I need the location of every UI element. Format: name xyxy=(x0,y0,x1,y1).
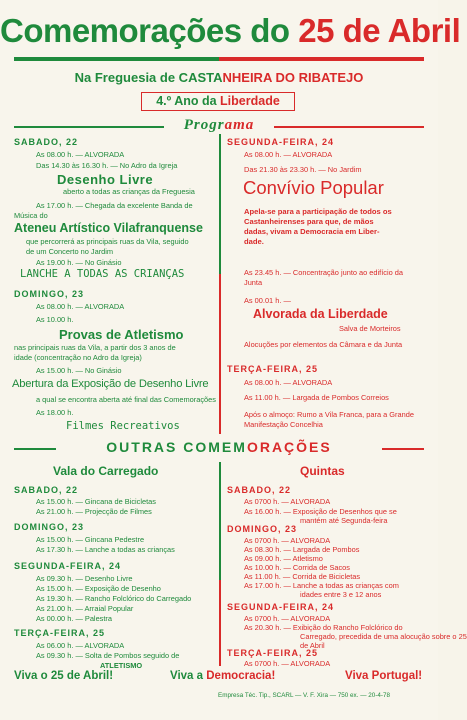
vala-title: Vala do Carregado xyxy=(53,464,159,478)
schedule-line: As 23.45 h. — Concentração junto ao edifício da xyxy=(244,268,403,277)
schedule-line: As 11.00 h. — Largada de Pombos Correios xyxy=(244,393,389,402)
schedule-line: a qual se encontra aberta até final das Comemorações xyxy=(36,395,216,404)
schedule-line: As 11.00 h. — Corrida de Bicicletas xyxy=(244,572,361,581)
schedule-line: aberto a todas as crianças da Freguesia xyxy=(63,187,195,196)
column-divider xyxy=(219,274,221,434)
schedule-line: Após o almoço: Rumo a Vila Franca, para a Grande xyxy=(244,410,414,419)
schedule-line: As 0700 h. — ALVORADA xyxy=(244,497,331,506)
schedule-line: As 09.30 h. — Solta de Pombos seguido de xyxy=(36,651,180,660)
alvorada-liberdade-heading: Alvorada da Liberdade xyxy=(253,307,388,321)
schedule-line: As 00.00 h. — Palestra xyxy=(36,614,112,623)
day-heading: SABADO, 22 xyxy=(227,485,292,495)
schedule-line: As 17.00 h. — Chegada da excelente Banda de xyxy=(36,201,193,210)
day-heading: TERÇA-FEIRA, 25 xyxy=(227,648,319,658)
programa-heading xyxy=(14,117,424,133)
schedule-line: Carregado, precedida de uma alocução sobre o 25 xyxy=(300,632,467,641)
schedule-line: dade. xyxy=(244,237,264,246)
schedule-line: de um Concerto no Jardim xyxy=(26,247,114,256)
ano-red: Liberdade xyxy=(220,94,280,108)
outras-heading xyxy=(14,439,424,456)
schedule-line: Música do xyxy=(14,211,48,220)
schedule-line: Apela-se para a participação de todos os xyxy=(244,207,392,216)
subtitle-red: NHEIRA DO RIBATEJO xyxy=(222,70,364,85)
day-heading: SEGUNDA-FEIRA, 24 xyxy=(227,137,335,147)
schedule-line: idade (concentração no Adro da Igreja) xyxy=(14,353,142,362)
provas-heading: Provas de Atletismo xyxy=(59,327,184,342)
schedule-line: Das 14.30 às 16.30 h. — No Adro da Igreja xyxy=(36,161,178,170)
day-heading: SEGUNDA-FEIRA, 24 xyxy=(14,561,122,571)
programa-green: Progr xyxy=(183,117,225,133)
printer-credit: Empresa Téc. Tip., SCARL — V. F. Xira — 750 ex. — 20-4-78 xyxy=(218,692,390,699)
schedule-line: As 15.00 h. — Gincana de Bicicletas xyxy=(36,497,156,506)
subtitle xyxy=(0,70,438,85)
schedule-line: As 09.00 h. — Atletismo xyxy=(244,554,323,563)
schedule-line: As 19.00 h. — No Ginásio xyxy=(36,258,122,267)
schedule-line: As 21.00 h. — Projecção de Filmes xyxy=(36,507,152,516)
viva-democracia-red: Democracia! xyxy=(206,670,276,682)
schedule-line: mantém até Segunda-feira xyxy=(300,516,388,525)
abertura-heading: Abertura da Exposição de Desenho Livre xyxy=(12,378,209,390)
schedule-line: Alocuções por elementos da Câmara e da Junta xyxy=(244,340,403,349)
convivio-heading: Convívio Popular xyxy=(243,177,384,198)
programa-red: ama xyxy=(224,117,255,133)
schedule-line: As 19.30 h. — Rancho Folclórico do Carregado xyxy=(36,594,192,603)
outras-green: OUTRAS COMEM xyxy=(106,439,247,455)
day-heading: TERÇA-FEIRA, 25 xyxy=(227,364,319,374)
day-heading: SABADO, 22 xyxy=(14,485,79,495)
viva-portugal: Viva Portugal! xyxy=(345,670,423,682)
schedule-line: Salva de Morteiros xyxy=(339,324,401,333)
day-heading: TERÇA-FEIRA, 25 xyxy=(14,628,106,638)
ano-liberdade-box xyxy=(141,92,295,111)
schedule-line: dadas, vivam a Democracia em Liber- xyxy=(244,227,380,236)
schedule-line: As 0700 h. — ALVORADA xyxy=(244,614,331,623)
title-red: 25 de Abril xyxy=(298,12,461,49)
title-green: Comemorações do xyxy=(0,12,290,49)
schedule-line: As 08.00 h. — ALVORADA xyxy=(244,378,333,387)
schedule-line: As 10.00 h. — Corrida de Sacos xyxy=(244,563,350,572)
day-heading: DOMINGO, 23 xyxy=(14,522,85,532)
schedule-line: As 0700 h. — ALVORADA xyxy=(244,536,331,545)
schedule-line: As 15.00 h. — Exposição de Desenho xyxy=(36,584,161,593)
lanche-heading: LANCHE A TODAS AS CRIANÇAS xyxy=(20,268,185,280)
schedule-line: As 08.30 h. — Largada de Pombos xyxy=(244,545,360,554)
schedule-line: Junta xyxy=(244,278,263,287)
day-heading: DOMINGO, 23 xyxy=(227,524,298,534)
schedule-line: As 08.00 h. — ALVORADA xyxy=(36,302,125,311)
schedule-line: As 10.00 h. xyxy=(36,315,74,324)
day-heading: DOMINGO, 23 xyxy=(14,289,85,299)
ateneu-heading: Ateneu Artístico Vilafranquense xyxy=(14,221,203,235)
schedule-line: de Abril xyxy=(300,641,325,650)
schedule-line: idades entre 3 e 12 anos xyxy=(300,590,382,599)
schedule-line: As 16.00 h. — Exposição de Desenhos que se xyxy=(244,507,397,516)
viva-25-abril: Viva o 25 de Abril! xyxy=(14,670,114,682)
desenho-livre-heading: Desenho Livre xyxy=(57,172,154,187)
filmes-heading: Filmes Recreativos xyxy=(66,420,180,432)
column-divider xyxy=(219,462,221,580)
ano-green: 4.º Ano da xyxy=(156,94,217,108)
subtitle-green: Na Freguesia de CASTA xyxy=(74,70,223,85)
schedule-line: Manifestação Concelhia xyxy=(244,420,323,429)
schedule-line: que percorrerá as principais ruas da Vila, seguido xyxy=(26,237,189,246)
schedule-line: As 06.00 h. — ALVORADA xyxy=(36,641,125,650)
column-divider xyxy=(219,134,221,274)
schedule-line: As 20.30 h. — Exibição do Rancho Folclórico do xyxy=(244,623,403,632)
schedule-line: As 08.00 h. — ALVORADA xyxy=(244,150,333,159)
title-underline xyxy=(14,57,424,61)
schedule-line: As 21.00 h. — Arraial Popular xyxy=(36,604,134,613)
schedule-line: ATLETISMO xyxy=(100,661,143,670)
schedule-line: Das 21.30 às 23.30 h. — No Jardim xyxy=(244,165,362,174)
day-heading: SEGUNDA-FEIRA, 24 xyxy=(227,602,335,612)
schedule-line: Castanheirenses para que, de mãos xyxy=(244,217,374,226)
schedule-line: As 00.01 h. — xyxy=(244,296,291,305)
outras-red: ORAÇÕES xyxy=(246,439,332,455)
schedule-line: As 17.30 h. — Lanche a todas as crianças xyxy=(36,545,175,554)
schedule-line: As 0700 h. — ALVORADA xyxy=(244,659,331,668)
schedule-line: nas principais ruas da Vila, a partir dos 3 anos de xyxy=(14,343,176,352)
schedule-line: As 15.00 h. — Gincana Pedestre xyxy=(36,535,145,544)
schedule-line: As 17.00 h. — Lanche a todas as crianças com xyxy=(244,581,399,590)
quintas-title: Quintas xyxy=(300,464,345,478)
viva-democracia xyxy=(170,670,275,682)
schedule-line: As 08.00 h. — ALVORADA xyxy=(36,150,125,159)
day-heading: SABADO, 22 xyxy=(14,137,79,147)
schedule-line: As 09.30 h. — Desenho Livre xyxy=(36,574,133,583)
viva-democracia-green: Viva a xyxy=(170,670,207,682)
column-divider xyxy=(219,580,221,666)
page-title xyxy=(0,12,461,50)
schedule-line: As 15.00 h. — No Ginásio xyxy=(36,366,122,375)
schedule-line: As 18.00 h. xyxy=(36,408,74,417)
